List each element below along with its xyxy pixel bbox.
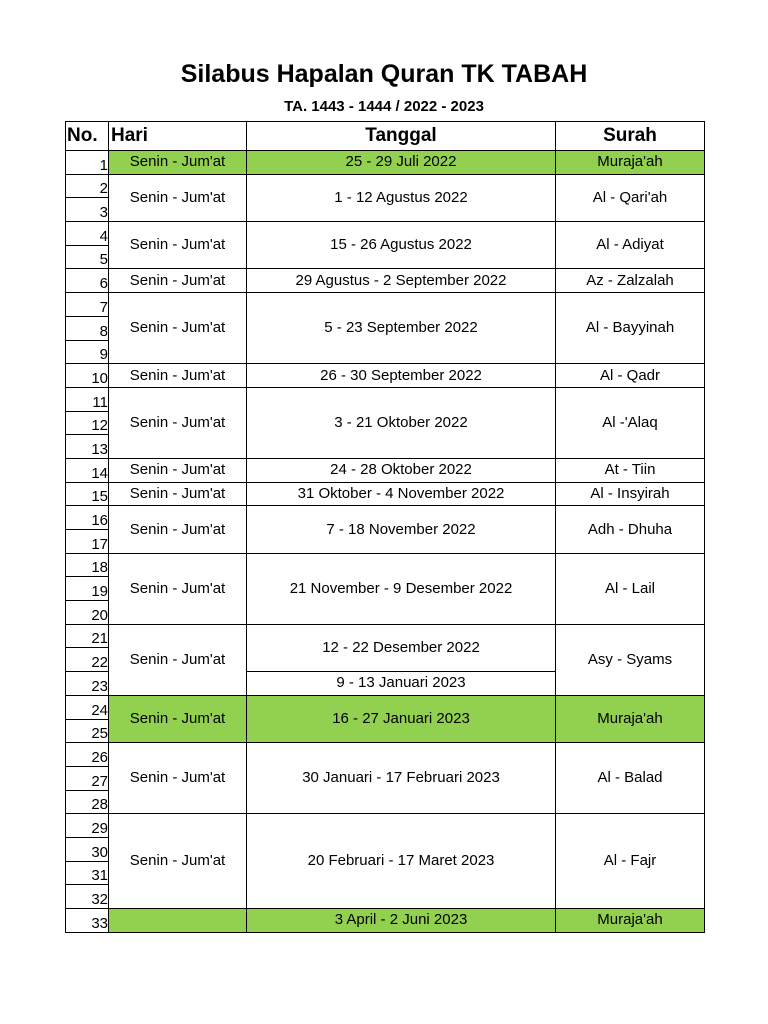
row-number: 16 <box>66 506 109 530</box>
row-number: 13 <box>66 435 109 459</box>
cell-tanggal: 25 - 29 Juli 2022 <box>247 151 556 175</box>
table-row <box>66 506 705 530</box>
row-number: 20 <box>66 601 109 625</box>
row-number: 2 <box>66 174 109 198</box>
cell-surah: Al - Lail <box>556 553 705 624</box>
cell-tanggal: 15 - 26 Agustus 2022 <box>247 222 556 269</box>
row-number: 19 <box>66 577 109 601</box>
table-row <box>66 553 705 577</box>
row-number: 21 <box>66 624 109 648</box>
row-number: 6 <box>66 269 109 293</box>
cell-hari: Senin - Jum'at <box>109 458 247 482</box>
cell-surah: Muraja'ah <box>556 909 705 933</box>
cell-tanggal: 21 November - 9 Desember 2022 <box>247 553 556 624</box>
cell-tanggal: 29 Agustus - 2 September 2022 <box>247 269 556 293</box>
schedule-table <box>65 121 705 933</box>
table-row <box>66 482 705 506</box>
cell-surah: Al - Insyirah <box>556 482 705 506</box>
cell-hari: Senin - Jum'at <box>109 624 247 695</box>
row-number: 17 <box>66 530 109 554</box>
row-number: 32 <box>66 885 109 909</box>
row-number: 4 <box>66 222 109 246</box>
row-number: 28 <box>66 790 109 814</box>
header-surah: Surah <box>556 122 705 151</box>
schedule-body <box>66 151 705 933</box>
table-row <box>66 743 705 767</box>
table-row <box>66 624 705 648</box>
cell-hari: Senin - Jum'at <box>109 364 247 388</box>
row-number: 12 <box>66 411 109 435</box>
cell-surah: Al - Adiyat <box>556 222 705 269</box>
cell-hari <box>109 909 247 933</box>
cell-surah: Asy - Syams <box>556 624 705 695</box>
row-number: 10 <box>66 364 109 388</box>
cell-surah: Muraja'ah <box>556 695 705 742</box>
cell-surah: Al - Qari'ah <box>556 174 705 221</box>
table-row <box>66 269 705 293</box>
cell-hari: Senin - Jum'at <box>109 222 247 269</box>
cell-hari: Senin - Jum'at <box>109 174 247 221</box>
cell-hari: Senin - Jum'at <box>109 553 247 624</box>
table-row <box>66 695 705 719</box>
row-number: 23 <box>66 672 109 696</box>
table-row <box>66 364 705 388</box>
cell-tanggal: 1 - 12 Agustus 2022 <box>247 174 556 221</box>
page-title: Silabus Hapalan Quran TK TABAH <box>180 60 588 88</box>
cell-surah: Az - Zalzalah <box>556 269 705 293</box>
table-header-row <box>66 122 705 151</box>
row-number: 7 <box>66 293 109 317</box>
cell-tanggal: 16 - 27 Januari 2023 <box>247 695 556 742</box>
cell-tanggal: 5 - 23 September 2022 <box>247 293 556 364</box>
row-number: 18 <box>66 553 109 577</box>
cell-tanggal: 20 Februari - 17 Maret 2023 <box>247 814 556 909</box>
cell-hari: Senin - Jum'at <box>109 151 247 175</box>
row-number: 11 <box>66 387 109 411</box>
cell-surah: Muraja'ah <box>556 151 705 175</box>
cell-tanggal: 30 Januari - 17 Februari 2023 <box>247 743 556 814</box>
cell-hari: Senin - Jum'at <box>109 482 247 506</box>
header-no: No. <box>66 122 109 151</box>
cell-tanggal: 3 April - 2 Juni 2023 <box>247 909 556 933</box>
table-row <box>66 387 705 411</box>
cell-hari: Senin - Jum'at <box>109 387 247 458</box>
row-number: 9 <box>66 340 109 364</box>
page-subtitle: TA. 1443 - 1444 / 2022 - 2023 <box>284 98 484 115</box>
cell-surah: Al - Balad <box>556 743 705 814</box>
row-number: 3 <box>66 198 109 222</box>
cell-hari: Senin - Jum'at <box>109 269 247 293</box>
cell-hari: Senin - Jum'at <box>109 743 247 814</box>
cell-hari: Senin - Jum'at <box>109 695 247 742</box>
row-number: 14 <box>66 458 109 482</box>
row-number: 15 <box>66 482 109 506</box>
table-row <box>66 293 705 317</box>
cell-surah: Al - Bayyinah <box>556 293 705 364</box>
cell-surah: Al - Fajr <box>556 814 705 909</box>
row-number: 26 <box>66 743 109 767</box>
table-row <box>66 814 705 838</box>
cell-surah: Adh - Dhuha <box>556 506 705 553</box>
row-number: 30 <box>66 837 109 861</box>
row-number: 5 <box>66 245 109 269</box>
row-number: 1 <box>66 151 109 175</box>
table-row <box>66 222 705 246</box>
cell-hari: Senin - Jum'at <box>109 506 247 553</box>
row-number: 8 <box>66 316 109 340</box>
cell-hari: Senin - Jum'at <box>109 293 247 364</box>
header-tanggal: Tanggal <box>247 122 556 151</box>
cell-tanggal: 31 Oktober - 4 November 2022 <box>247 482 556 506</box>
cell-surah: Al -'Alaq <box>556 387 705 458</box>
cell-tanggal: 24 - 28 Oktober 2022 <box>247 458 556 482</box>
cell-tanggal: 3 - 21 Oktober 2022 <box>247 387 556 458</box>
table-row <box>66 458 705 482</box>
cell-surah: At - Tiin <box>556 458 705 482</box>
table-row <box>66 151 705 175</box>
cell-tanggal: 9 - 13 Januari 2023 <box>247 672 556 696</box>
row-number: 31 <box>66 861 109 885</box>
cell-tanggal: 26 - 30 September 2022 <box>247 364 556 388</box>
row-number: 33 <box>66 909 109 933</box>
row-number: 25 <box>66 719 109 743</box>
cell-tanggal: 12 - 22 Desember 2022 <box>247 624 556 671</box>
row-number: 22 <box>66 648 109 672</box>
row-number: 29 <box>66 814 109 838</box>
table-row <box>66 909 705 933</box>
cell-surah: Al - Qadr <box>556 364 705 388</box>
cell-hari: Senin - Jum'at <box>109 814 247 909</box>
cell-tanggal: 7 - 18 November 2022 <box>247 506 556 553</box>
header-hari: Hari <box>109 122 247 151</box>
row-number: 27 <box>66 766 109 790</box>
row-number: 24 <box>66 695 109 719</box>
table-row <box>66 174 705 198</box>
